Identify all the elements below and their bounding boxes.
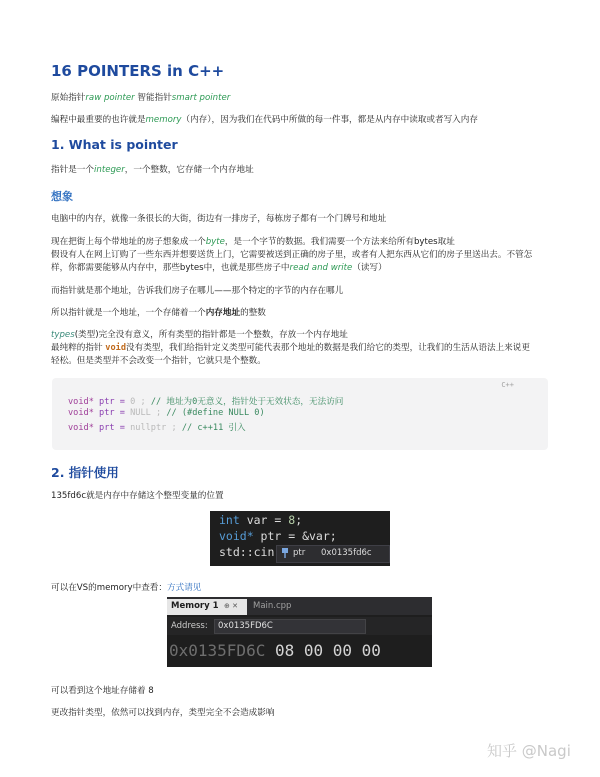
address-value: 0x0135FD6C — [218, 621, 273, 631]
code-line-1 — [68, 395, 343, 407]
memory-row — [169, 641, 381, 660]
paragraph-types-line3: 轻松。但是类型并不会改变一个指针，它就只是个整数。 — [51, 356, 266, 366]
memory-text-post: （内存），因为我们在代码中所做的每一件事，都是从内存中读取或者写入内存 — [181, 115, 478, 125]
zhihu-watermark: 知乎 @Nagi — [487, 742, 571, 760]
memory-address-term: 内存地址 — [205, 308, 241, 318]
address-input[interactable] — [214, 619, 366, 634]
ide-keyword: void* — [219, 529, 254, 543]
ide-text: var = — [239, 513, 289, 527]
tab-label: Memory 1 — [171, 601, 219, 611]
memory-gap — [265, 641, 275, 660]
intro-line — [51, 92, 230, 104]
types-term: types — [51, 330, 75, 340]
code-comment: // 地址为0无意义，指针处于无效状态，无法访问 — [150, 397, 344, 407]
code-type: void* — [68, 423, 94, 433]
section-heading-what-is-pointer: 1. What is pointer — [51, 137, 178, 152]
datatip-value: 0x0135fd6c — [321, 548, 372, 558]
code-value: 0 — [130, 397, 136, 407]
raw-pointer-term: raw pointer — [85, 93, 135, 103]
ide-number: 8 — [288, 513, 296, 527]
byte-term: byte — [205, 237, 225, 247]
code-value: NULL — [130, 408, 151, 418]
memory-window-screenshot — [167, 597, 432, 667]
ide-keyword: int — [219, 513, 240, 527]
datatip-variable: ptr — [293, 548, 306, 558]
address-row — [167, 617, 432, 635]
ide-text-end: ; — [295, 513, 303, 527]
tab-pin-close-icon[interactable]: ⊕ ✕ — [224, 602, 238, 610]
memory-tab-bar — [167, 597, 432, 615]
code-type: void* — [68, 408, 94, 418]
rw-text-post: （读写） — [352, 263, 387, 273]
code-text: prt = — [93, 423, 131, 433]
integer-term: integer — [93, 165, 125, 175]
byte-text-post: ，是一个字节的数据。我们需要一个方法来给所有bytes取址 — [224, 237, 455, 247]
code-value: nullptr — [130, 423, 167, 433]
memory-row-address: 0x0135FD6C — [169, 641, 266, 660]
rw-text-pre: 样，你都需要能够从内存中，那些bytes中，也就是那些房子中 — [51, 263, 290, 273]
see-method-link[interactable]: 方式请见 — [167, 583, 202, 593]
paragraph-vs-memory — [51, 582, 201, 594]
paragraph-types-line2 — [51, 342, 530, 354]
paragraph-address: 而指针就是那个地址，告诉我们房子在哪儿——那个特定的字节的内存在哪儿 — [51, 286, 344, 296]
tab-memory-1[interactable] — [167, 599, 247, 615]
addr-text-pre: 所以指针就是一个地址，一个存储着一个 — [51, 308, 206, 318]
paragraph-types-line1 — [51, 329, 348, 341]
memory-row-bytes: 08 00 00 00 — [274, 641, 381, 660]
subheading-imagine: 想象 — [51, 190, 73, 203]
memory-text-pre: 编程中最重要的也许就是 — [51, 115, 146, 125]
paragraph-byte-line3 — [51, 262, 387, 274]
code-type: void* — [68, 397, 94, 407]
void-text-pre: 最纯粹的指针 — [51, 343, 106, 353]
code-block — [52, 378, 548, 450]
page-title: 16 POINTERS in C++ — [51, 62, 225, 80]
read-write-term: read and write — [289, 263, 353, 273]
code-text: ptr = — [93, 408, 131, 418]
code-line-3 — [68, 421, 246, 433]
void-keyword: void — [105, 343, 126, 353]
memory-term: memory — [145, 115, 182, 125]
debugger-datatip[interactable] — [276, 545, 390, 563]
def-text-post: ，一个整数，它存储一个内存地址 — [124, 165, 254, 175]
intro-text-mid: 智能指针 — [134, 93, 172, 103]
ide-line-2 — [219, 529, 337, 543]
tab-main-cpp[interactable]: Main.cpp — [253, 601, 292, 611]
paragraph-integer-address — [51, 307, 266, 319]
paragraph-change-type: 更改指针类型，依然可以找到内存，类型完全不会造成影响 — [51, 708, 275, 718]
ide-text: ptr = &var; — [253, 529, 337, 543]
def-text-pre: 指针是一个 — [51, 165, 94, 175]
code-line-2 — [68, 408, 265, 418]
paragraph-byte-line1 — [51, 236, 455, 248]
code-end: ; — [166, 423, 177, 433]
types-text: (类型)完全没有意义，所有类型的指针都是一个整数，存放一个内存地址 — [74, 330, 348, 340]
paragraph-street: 电脑中的内存，就像一条很长的大街，街边有一排房子，每栋房子都有一个门牌号和地址 — [51, 214, 387, 224]
section-heading-pointer-usage: 2. 指针使用 — [51, 465, 119, 480]
pin-icon[interactable] — [281, 548, 289, 558]
address-label: Address: — [171, 621, 208, 631]
code-end: ; — [135, 397, 146, 407]
void-text-post: 没有类型，我们给指针定义类型可能代表那个地址的数据是我们给它的类型，让我们的生活从语法上来说更 — [126, 343, 530, 353]
paragraph-byte-line2: 假设有人在网上订购了一些东西并想要送货上门，它需要被送到正确的房子里，或者有人把东西从它们的房子里送出去。不管怎 — [51, 250, 533, 260]
ide-code-screenshot — [210, 511, 390, 566]
ide-line-1 — [219, 513, 302, 527]
intro-text: 原始指针 — [51, 93, 86, 103]
code-comment: // (#define NULL 0) — [166, 408, 265, 418]
smart-pointer-term: smart pointer — [171, 93, 231, 103]
paragraph-address-location: 135fd6c就是内存中存储这个整型变量的位置 — [51, 491, 224, 501]
ide-line-3: std::cin — [219, 545, 275, 559]
addr-text-post: 的整数 — [240, 308, 266, 318]
pointer-definition — [51, 164, 254, 176]
code-end: ; — [150, 408, 162, 418]
vs-memory-text: 可以在VS的memory中查看： — [51, 583, 167, 593]
paragraph-stores-8: 可以看到这个地址存储着 8 — [51, 686, 154, 696]
code-comment: // c++11 引入 — [181, 423, 246, 433]
code-text: ptr = — [93, 397, 131, 407]
byte-text-pre: 现在把街上每个带地址的房子想象成一个 — [51, 237, 206, 247]
code-language-label: C++ — [501, 381, 514, 389]
memory-paragraph — [51, 114, 478, 126]
